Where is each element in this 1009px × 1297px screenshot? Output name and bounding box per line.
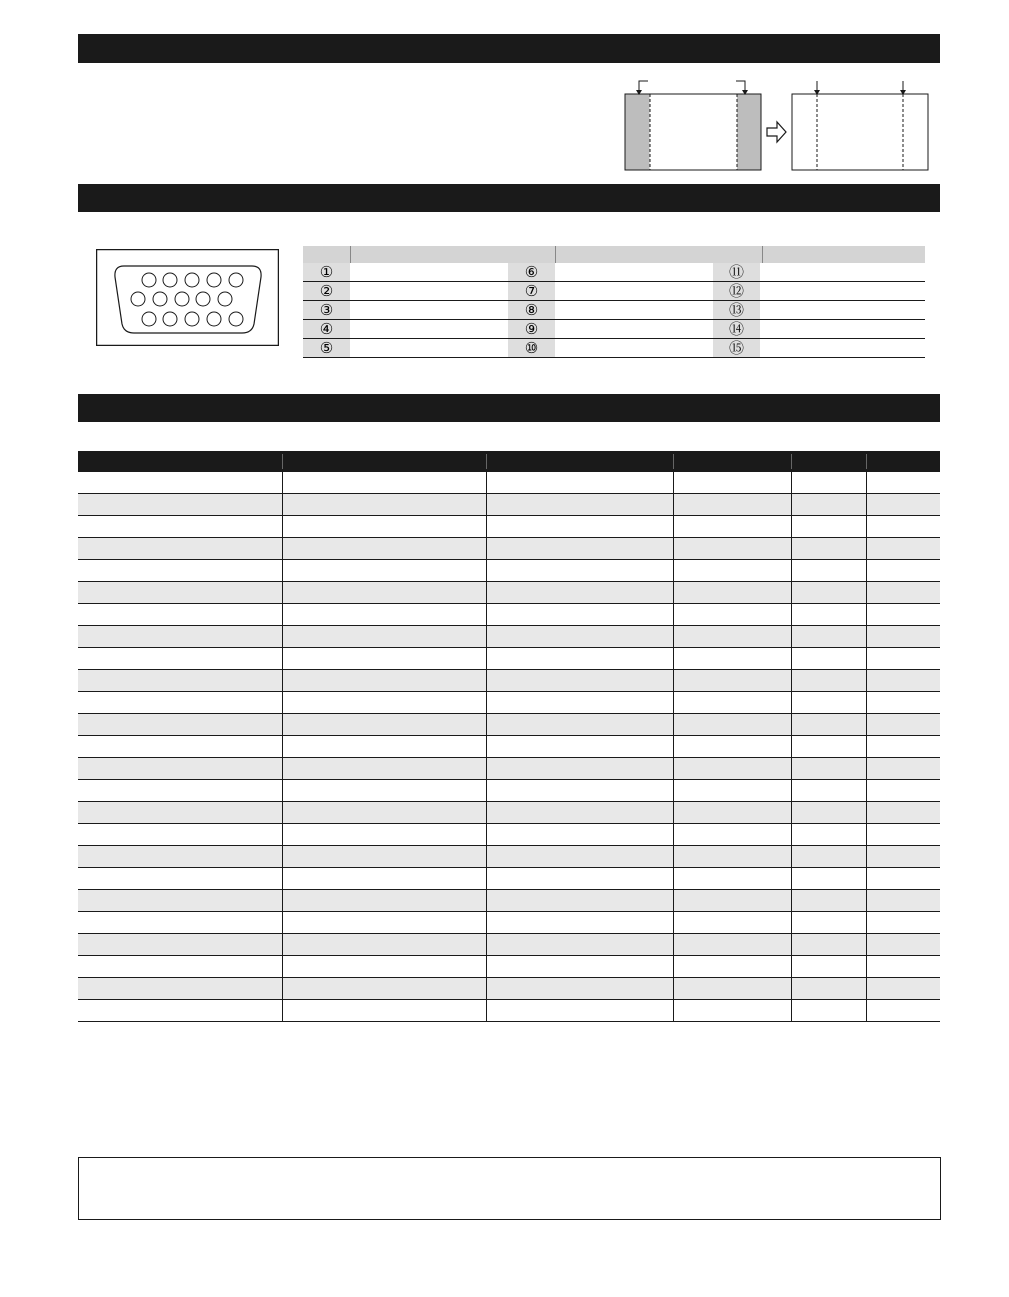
column-divider [673, 758, 674, 779]
table-row [78, 1000, 940, 1022]
column-divider [866, 538, 867, 559]
pin-row [303, 339, 925, 358]
column-divider [673, 934, 674, 955]
column-divider [486, 912, 487, 933]
column-divider [866, 582, 867, 603]
table-row [78, 868, 940, 890]
column-divider [486, 648, 487, 669]
column-divider [866, 780, 867, 801]
column-divider [282, 516, 283, 537]
table-row [78, 538, 940, 560]
column-divider [486, 956, 487, 977]
column-divider [486, 604, 487, 625]
column-divider [282, 626, 283, 647]
pin-signal-name [555, 301, 561, 319]
column-divider [486, 494, 487, 515]
column-divider [673, 560, 674, 581]
table-row [78, 516, 940, 538]
column-divider [673, 714, 674, 735]
column-divider [791, 758, 792, 779]
column-divider [791, 494, 792, 515]
column-divider [866, 670, 867, 691]
table-row [78, 956, 940, 978]
column-divider [282, 912, 283, 933]
table-row [78, 758, 940, 780]
pin-signal-name [350, 320, 356, 338]
column-divider [791, 472, 792, 493]
column-divider [866, 802, 867, 823]
column-divider [486, 560, 487, 581]
column-divider [866, 648, 867, 669]
column-divider [673, 516, 674, 537]
column-divider [791, 890, 792, 911]
column-divider [282, 472, 283, 493]
screen-after [792, 81, 928, 170]
column-divider [866, 714, 867, 735]
column-divider [866, 560, 867, 581]
column-divider [282, 934, 283, 955]
column-divider [486, 934, 487, 955]
pin-number: ④ [303, 320, 350, 338]
table-row [78, 560, 940, 582]
column-divider [791, 868, 792, 889]
column-divider [673, 868, 674, 889]
column-divider [791, 824, 792, 845]
column-divider [486, 868, 487, 889]
column-divider [866, 868, 867, 889]
column-divider [282, 758, 283, 779]
column-divider [282, 780, 283, 801]
signal-table-header [78, 451, 940, 472]
column-divider [673, 890, 674, 911]
aspect-conversion-diagram [610, 74, 940, 174]
column-divider [486, 780, 487, 801]
column-divider [282, 604, 283, 625]
column-divider [673, 670, 674, 691]
pin-signal-name [760, 339, 766, 357]
pin-number: ⑩ [508, 339, 555, 357]
pin-row [303, 282, 925, 301]
column-divider [673, 846, 674, 867]
table-row [78, 670, 940, 692]
pin-signal-name [760, 263, 766, 281]
column-divider [282, 868, 283, 889]
table-row [78, 978, 940, 1000]
column-divider [791, 604, 792, 625]
dsub-connector-diagram [96, 249, 279, 346]
column-divider [282, 824, 283, 845]
table-row [78, 934, 940, 956]
pin-number: ⑨ [508, 320, 555, 338]
column-divider [486, 1000, 487, 1021]
pin-number: ⑮ [713, 339, 760, 357]
column-divider [791, 538, 792, 559]
column-divider [486, 736, 487, 757]
pin-signal-name [555, 263, 561, 281]
column-divider [282, 890, 283, 911]
column-divider [486, 758, 487, 779]
column-divider [866, 604, 867, 625]
column-divider [673, 648, 674, 669]
pin-signal-name [555, 339, 561, 357]
table-row [78, 604, 940, 626]
column-divider [866, 494, 867, 515]
column-divider [791, 956, 792, 977]
signal-table [78, 451, 940, 1022]
column-divider [673, 692, 674, 713]
column-divider [486, 516, 487, 537]
column-divider [282, 956, 283, 977]
column-divider [866, 692, 867, 713]
column-divider [486, 692, 487, 713]
column-divider [791, 692, 792, 713]
column-divider [791, 560, 792, 581]
column-divider [791, 648, 792, 669]
table-row [78, 714, 940, 736]
column-divider [673, 582, 674, 603]
column-divider [486, 472, 487, 493]
column-divider [791, 670, 792, 691]
table-row [78, 472, 940, 494]
column-divider [866, 736, 867, 757]
pin-number: ⑬ [713, 301, 760, 319]
table-row [78, 846, 940, 868]
pin-signal-name [555, 320, 561, 338]
pin-row [303, 301, 925, 320]
column-divider [866, 890, 867, 911]
column-divider [791, 626, 792, 647]
column-divider [866, 978, 867, 999]
column-divider [282, 802, 283, 823]
pin-number: ⑪ [713, 263, 760, 281]
column-divider [866, 758, 867, 779]
column-divider [282, 494, 283, 515]
pin-row [303, 320, 925, 339]
column-divider [486, 824, 487, 845]
table-row [78, 802, 940, 824]
column-divider [673, 604, 674, 625]
pin-number: ③ [303, 301, 350, 319]
pin-signal-name [760, 282, 766, 300]
table-row [78, 780, 940, 802]
column-divider [486, 846, 487, 867]
section-header-bar [78, 34, 940, 63]
column-divider [866, 912, 867, 933]
column-divider [673, 626, 674, 647]
column-divider [866, 516, 867, 537]
column-divider [673, 494, 674, 515]
table-row [78, 494, 940, 516]
column-divider [791, 582, 792, 603]
column-divider [866, 934, 867, 955]
pin-number: ⑤ [303, 339, 350, 357]
section-header-bar [78, 184, 940, 212]
column-divider [486, 890, 487, 911]
pin-number: ⑭ [713, 320, 760, 338]
column-divider [486, 714, 487, 735]
table-row [78, 890, 940, 912]
pin-number: ① [303, 263, 350, 281]
column-divider [282, 560, 283, 581]
column-divider [673, 978, 674, 999]
column-divider [282, 714, 283, 735]
column-divider [282, 736, 283, 757]
pin-signal-name [350, 301, 356, 319]
column-divider [866, 626, 867, 647]
column-divider [866, 824, 867, 845]
pin-number: ⑫ [713, 282, 760, 300]
column-divider [282, 538, 283, 559]
pin-table-header [303, 246, 925, 263]
column-divider [673, 780, 674, 801]
column-divider [791, 846, 792, 867]
right-arrow-icon [767, 122, 786, 142]
column-divider [791, 978, 792, 999]
table-row [78, 626, 940, 648]
column-divider [282, 1000, 283, 1021]
pin-number: ② [303, 282, 350, 300]
column-divider [791, 714, 792, 735]
column-divider [486, 802, 487, 823]
column-divider [486, 978, 487, 999]
column-divider [791, 934, 792, 955]
column-divider [282, 846, 283, 867]
pin-signal-name [760, 301, 766, 319]
column-divider [486, 626, 487, 647]
table-row [78, 692, 940, 714]
column-divider [791, 780, 792, 801]
screen-before [625, 81, 761, 170]
column-divider [791, 516, 792, 537]
table-row [78, 582, 940, 604]
pin-signal-name [760, 320, 766, 338]
column-divider [791, 736, 792, 757]
pin-number: ⑧ [508, 301, 555, 319]
column-divider [673, 538, 674, 559]
column-divider [282, 692, 283, 713]
column-divider [866, 1000, 867, 1021]
column-divider [673, 736, 674, 757]
table-row [78, 824, 940, 846]
column-divider [673, 912, 674, 933]
column-divider [673, 956, 674, 977]
note-box [78, 1157, 941, 1220]
column-divider [282, 978, 283, 999]
column-divider [486, 670, 487, 691]
column-divider [866, 846, 867, 867]
pin-signal-name [350, 282, 356, 300]
table-row [78, 912, 940, 934]
column-divider [486, 582, 487, 603]
column-divider [673, 472, 674, 493]
column-divider [791, 912, 792, 933]
column-divider [791, 802, 792, 823]
column-divider [673, 824, 674, 845]
pin-signal-name [350, 339, 356, 357]
pin-signal-name [555, 282, 561, 300]
table-row [78, 648, 940, 670]
column-divider [282, 670, 283, 691]
pin-assignment-table [303, 246, 925, 358]
column-divider [791, 1000, 792, 1021]
column-divider [486, 538, 487, 559]
column-divider [866, 472, 867, 493]
pin-signal-name [350, 263, 356, 281]
column-divider [282, 582, 283, 603]
section-header-bar [78, 394, 940, 422]
pin-number: ⑥ [508, 263, 555, 281]
column-divider [673, 802, 674, 823]
column-divider [282, 648, 283, 669]
column-divider [866, 956, 867, 977]
column-divider [673, 1000, 674, 1021]
pin-row [303, 263, 925, 282]
table-row [78, 736, 940, 758]
pin-number: ⑦ [508, 282, 555, 300]
